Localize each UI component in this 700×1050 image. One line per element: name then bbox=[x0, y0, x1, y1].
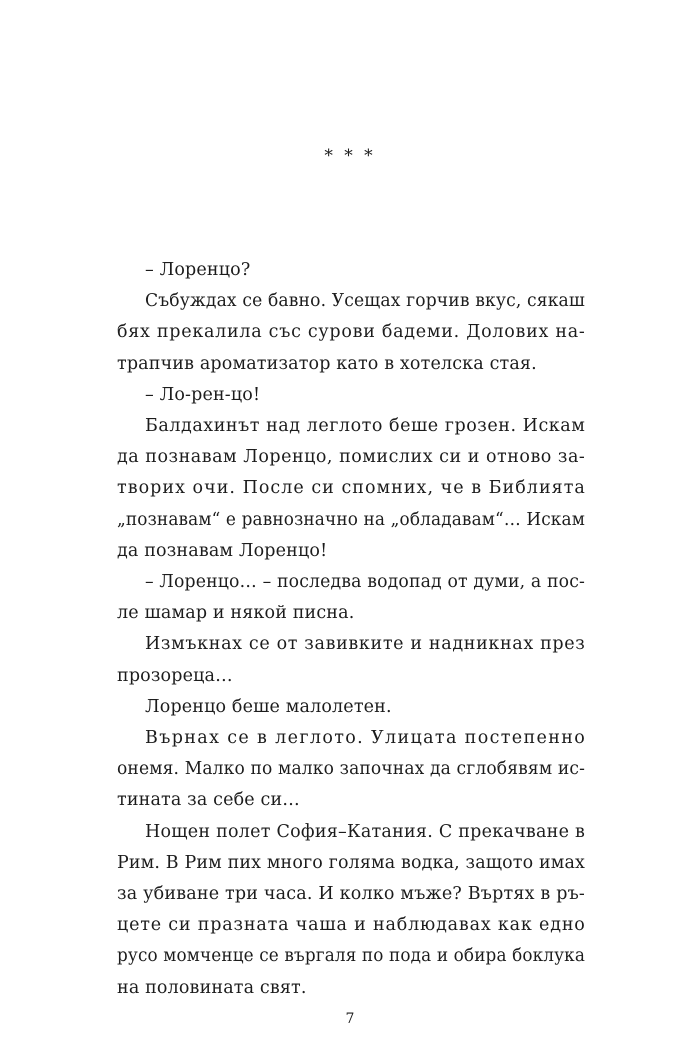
text-line: творих очи. После си спомних, че в Библията bbox=[117, 478, 586, 499]
text-line: да познавам Лоренцо, помислих си и отново за- bbox=[117, 447, 586, 468]
text-line: прозореца… bbox=[117, 665, 233, 686]
text-line: Лоренцо беше малолетен. bbox=[145, 696, 392, 717]
text-line: Измъкнах се от завивките и надникнах през bbox=[145, 634, 586, 655]
text-line: Събуждах се бавно. Усещах горчив вкус, сякаш bbox=[145, 291, 585, 312]
text-line: онемя. Малко по малко започнах да сглобявям ис- bbox=[117, 759, 585, 780]
text-line: Рим. В Рим пих много голяма водка, защото имах bbox=[117, 852, 586, 873]
text-line: на половината свят. bbox=[117, 977, 307, 998]
text-line: ле шамар и някой писна. bbox=[117, 603, 355, 624]
text-line: тината за себе си… bbox=[117, 790, 300, 811]
text-line: Върнах се в леглото. Улицата постепенно bbox=[145, 728, 587, 748]
text-line: за убиване три часа. И колко мъже? Въртях в ръ- bbox=[117, 884, 586, 904]
section-separator: * * * bbox=[324, 146, 376, 166]
text-line: – Лоренцо… – последва водопад от думи, а пос- bbox=[145, 572, 586, 592]
text-line: бях прекалила със сурови бадеми. Долових на- bbox=[117, 322, 586, 343]
page-number: 7 bbox=[345, 1010, 355, 1027]
text-line: Нощен полет София–Катания. С прекачване в bbox=[145, 821, 586, 842]
text-line: Балдахинът над леглото беше грозен. Искам bbox=[145, 416, 586, 436]
text-line: да познавам Лоренцо! bbox=[117, 540, 328, 561]
text-line: русо момченце се въргаля по пода и обира боклука bbox=[117, 946, 586, 967]
text-line: цете си празната чаша и наблюдавах как едно bbox=[117, 915, 586, 936]
text-line: трапчив ароматизатор като в хотелска стая. bbox=[117, 353, 537, 374]
text-line: – Лоренцо? bbox=[145, 260, 251, 280]
text-line: „познавам“ е равнозначно на „обладавам“… Искам bbox=[117, 509, 585, 530]
text-line: – Ло-рен-цо! bbox=[145, 384, 261, 405]
